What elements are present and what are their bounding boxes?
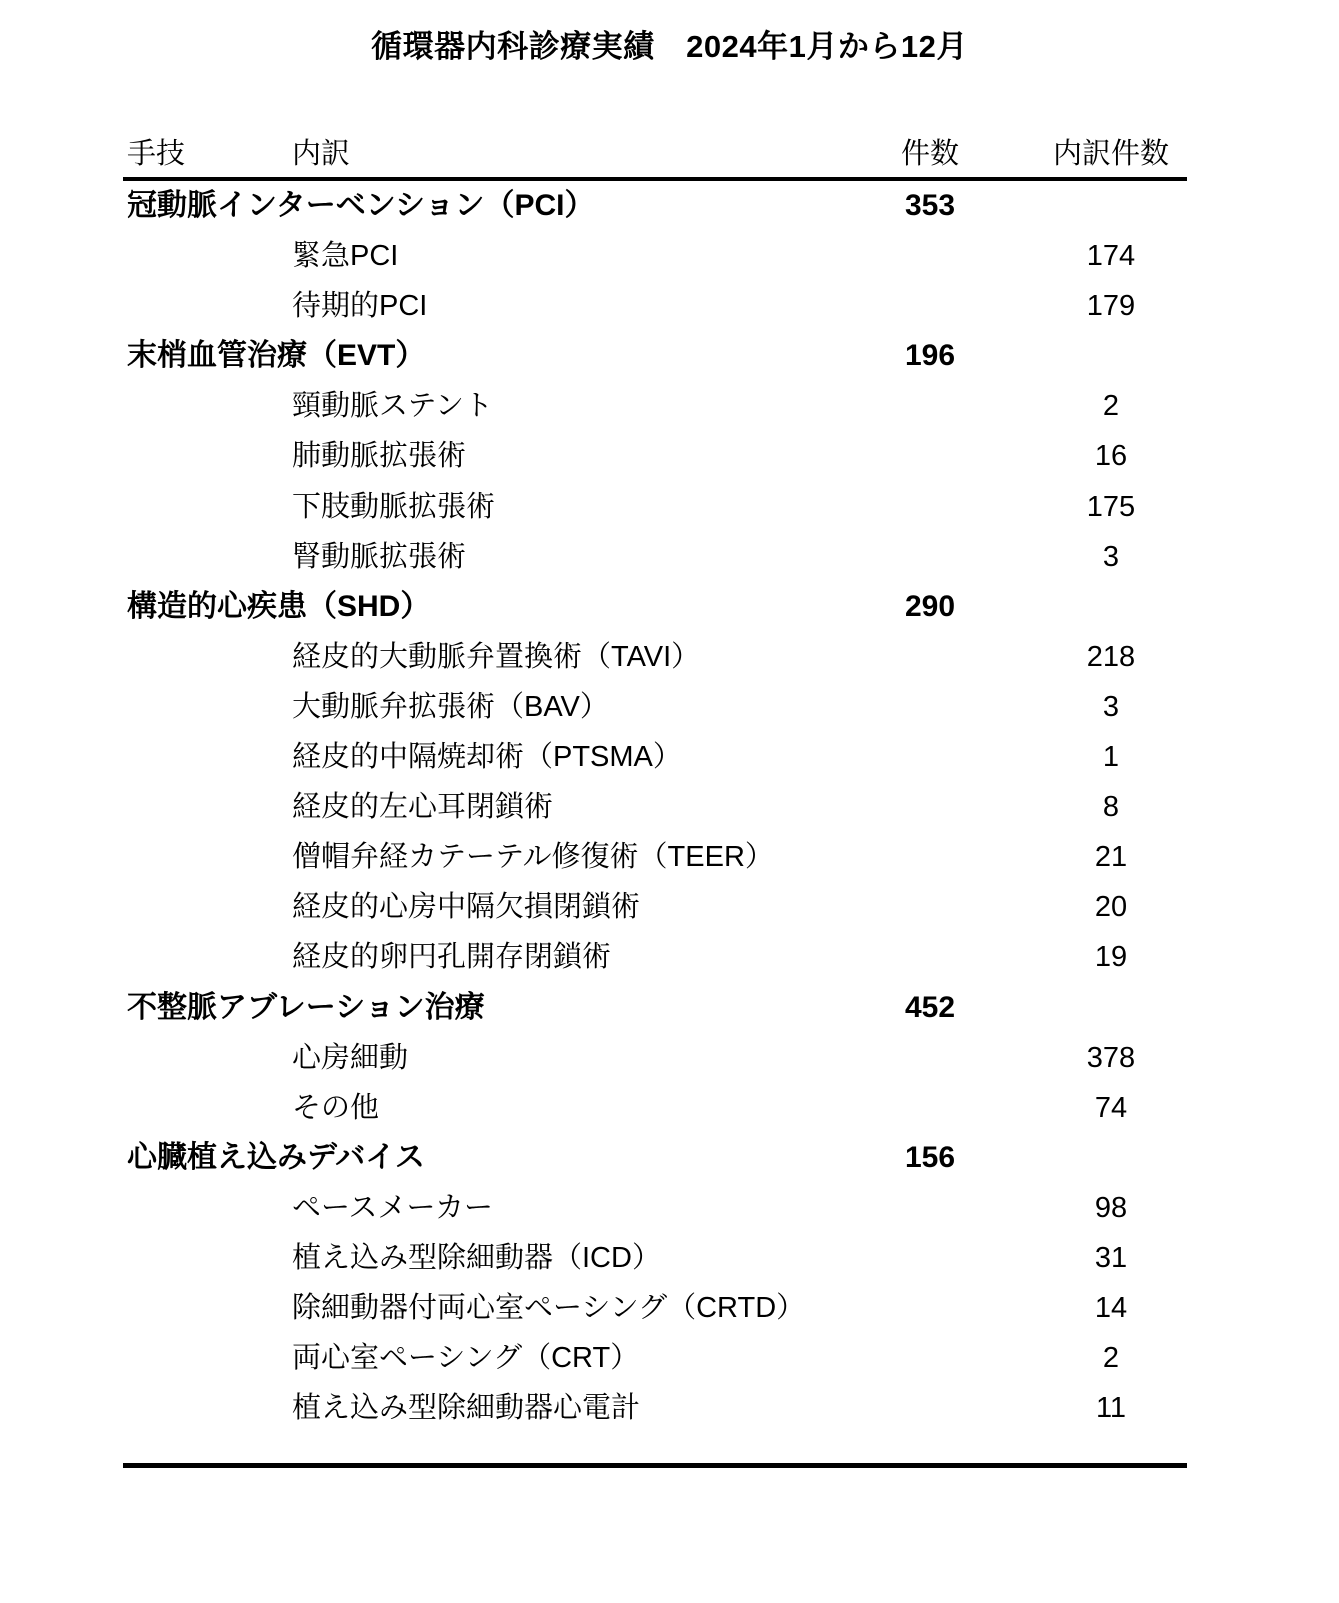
row-count [865,482,995,532]
row-subcount: 11 [1095,1392,1127,1425]
row-subcount [1046,582,1176,632]
table-row [123,932,1187,982]
row-count [865,1383,995,1433]
row-label: 経皮的心房中隔欠損閉鎖術 [292,891,641,924]
row-label: その他 [292,1091,380,1124]
row-count [865,882,995,932]
row-label: ペースメーカー [292,1191,493,1224]
table-row [123,1233,1187,1283]
row-label: 経皮的中隔焼却術（PTSMA） [292,741,682,774]
row-count [865,281,995,331]
column-header-breakdown: 内訳 [292,138,351,170]
column-header-procedure: 手技 [127,138,186,170]
table-row [123,632,1187,682]
row-count: 353 [904,189,956,222]
row-count [865,1233,995,1283]
row-count: 452 [904,990,956,1024]
row-label: 除細動器付両心室ペーシング（CRTD） [292,1292,806,1325]
table-row [123,1383,1187,1433]
row-subcount: 74 [1094,1091,1128,1124]
row-count [865,1333,995,1383]
page-title: 循環器内科診療実績 2024年1月から12月 [371,29,968,64]
row-count [865,231,995,281]
row-count [865,932,995,982]
row-count [865,1183,995,1233]
row-subcount: 378 [1086,1041,1136,1074]
row-label: 心房細動 [292,1041,409,1074]
row-label: 頸動脈ステント [292,390,493,423]
row-count [865,732,995,782]
table-row [123,732,1187,782]
table-row [123,582,1187,632]
table-row [123,281,1187,331]
row-label: 末梢血管治療（EVT） [127,339,426,373]
table-row [123,983,1187,1033]
row-label: 肺動脈拡張術 [292,440,467,473]
row-count: 290 [904,589,956,623]
table-row [123,682,1187,732]
row-subcount: 218 [1086,640,1136,673]
row-label: 緊急PCI [292,240,399,273]
row-label: 経皮的卵円孔開存閉鎖術 [292,941,612,974]
row-count [865,632,995,682]
row-subcount: 31 [1094,1241,1128,1274]
table-header-row [123,128,1187,181]
table-row [123,482,1187,532]
row-count [865,1283,995,1333]
row-subcount: 14 [1094,1292,1128,1325]
row-label: 冠動脈インターベンション（PCI） [127,189,595,222]
table-row [123,1283,1187,1333]
row-subcount: 1 [1102,741,1120,774]
row-subcount [1046,331,1176,381]
row-label: 大動脈弁拡張術（BAV） [292,690,609,723]
row-subcount: 2 [1102,390,1120,423]
column-header-count: 件数 [900,138,959,170]
row-subcount: 3 [1102,690,1120,723]
table-row [123,331,1187,381]
table-row [123,381,1187,431]
row-label: 心臓植え込みデバイス [127,1140,425,1174]
table-row [123,1333,1187,1383]
row-subcount: 174 [1086,240,1136,273]
table-row [123,832,1187,882]
table-row [123,532,1187,582]
row-count [865,682,995,732]
row-count [865,431,995,481]
row-subcount: 98 [1094,1191,1128,1224]
row-label: 僧帽弁経カテーテル修復術（TEER） [292,841,774,874]
row-label: 腎動脈拡張術 [292,540,467,573]
row-subcount: 179 [1086,290,1136,323]
row-subcount [1046,983,1176,1033]
row-label: 不整脈アブレーション治療 [127,990,485,1024]
row-subcount: 19 [1094,941,1128,974]
row-count [865,1033,995,1083]
row-label: 待期的PCI [292,290,428,323]
row-label: 下肢動脈拡張術 [292,490,496,523]
table-row [123,181,1187,231]
table-row [123,1033,1187,1083]
row-subcount: 175 [1086,490,1136,523]
table-row [123,1133,1187,1183]
row-count [865,832,995,882]
row-count [865,381,995,431]
table-row [123,1083,1187,1133]
table-row [123,782,1187,832]
column-header-breakdown-count: 内訳件数 [1052,138,1169,170]
row-label: 構造的心疾患（SHD） [127,589,431,623]
row-count: 196 [904,339,956,373]
row-count: 156 [904,1140,956,1174]
row-subcount: 20 [1094,891,1128,924]
table-body [123,181,1187,1468]
table-row [123,1183,1187,1233]
row-count [865,1083,995,1133]
table-row [123,431,1187,481]
row-subcount: 2 [1102,1342,1120,1375]
row-subcount: 16 [1094,440,1128,473]
row-label: 両心室ペーシング（CRT） [292,1342,640,1375]
row-count [865,782,995,832]
row-label: 経皮的左心耳閉鎖術 [292,791,554,824]
results-table [123,128,1187,1468]
row-subcount [1046,181,1176,231]
row-label: 経皮的大動脈弁置換術（TAVI） [292,640,701,673]
row-label: 植え込み型除細動器心電計 [292,1392,641,1425]
table-row [123,882,1187,932]
row-subcount: 3 [1102,540,1120,573]
row-subcount: 8 [1102,791,1120,824]
row-count [865,532,995,582]
table-row [123,231,1187,281]
row-subcount [1046,1133,1176,1183]
row-subcount: 21 [1094,841,1128,874]
row-label: 植え込み型除細動器（ICD） [292,1241,661,1274]
